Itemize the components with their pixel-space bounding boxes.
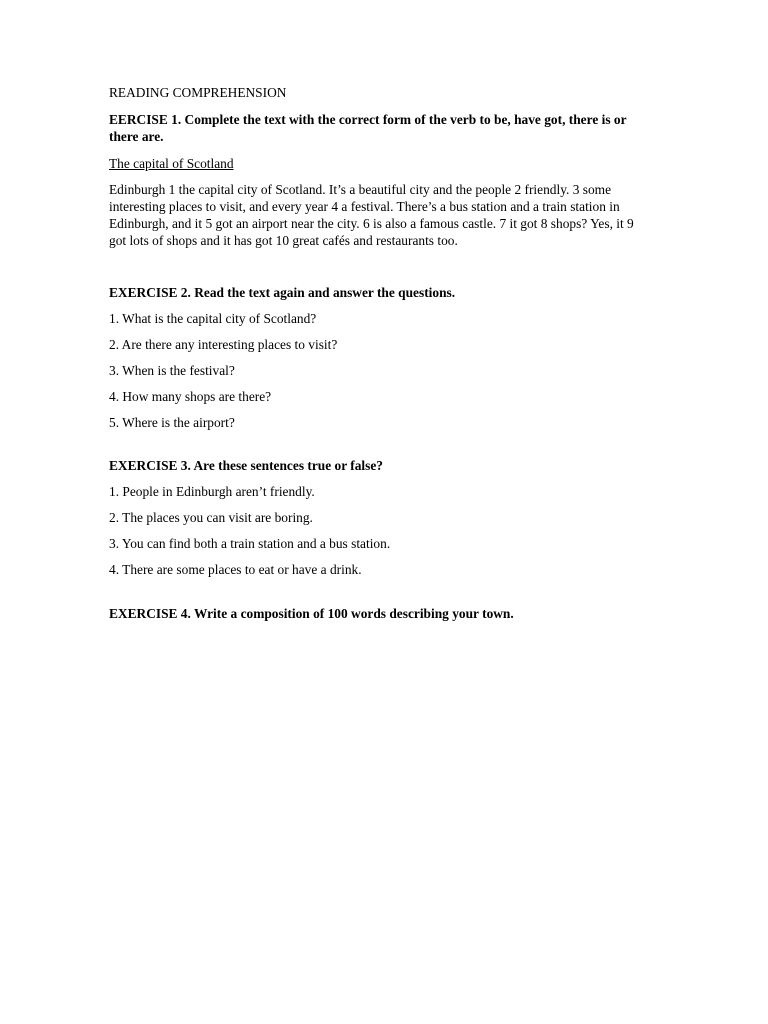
sentence-item: 4. There are some places to eat or have a drink. xyxy=(109,562,362,577)
question-item: 2. Are there any interesting places to visit? xyxy=(109,337,338,352)
sentence-item: 3. You can find both a train station and a bus station. xyxy=(109,536,391,551)
reading-text-paragraph: Edinburgh 1 the capital city of Scotland. It’s a beautiful city and the people 2 friendly. 3 some interesting places to visit, and every year 4 a festival. There’s a bus station and a train station in Edinburgh, and it 5 got an airport near the city. 6 is also a famous castle. 7 it got 8 shops? Yes, it 9 got lots of shops and it has got 10 great cafés and restaurants too. xyxy=(109,182,634,248)
reading-text-title: The capital of Scotland xyxy=(109,156,234,171)
sentence-item: 2. The places you can visit are boring. xyxy=(109,510,313,525)
question-item: 1. What is the capital city of Scotland? xyxy=(109,311,317,326)
question-item: 4. How many shops are there? xyxy=(109,389,272,404)
exercise-2-heading: EXERCISE 2. Read the text again and answer the questions. xyxy=(109,285,456,300)
exercise-3-sentence-list xyxy=(109,483,649,578)
question-item: 5. Where is the airport? xyxy=(109,415,235,430)
exercise-2-question-list xyxy=(109,310,649,431)
sentence-item: 1. People in Edinburgh aren’t friendly. xyxy=(109,484,315,499)
exercise-4-heading: EXERCISE 4. Write a composition of 100 words describing your town. xyxy=(109,606,514,621)
exercise-3-heading: EXERCISE 3. Are these sentences true or false? xyxy=(109,458,383,473)
question-item: 3. When is the festival? xyxy=(109,363,235,378)
document-content xyxy=(109,84,649,622)
exercise-1-heading: EERCISE 1. Complete the text with the correct form of the verb to be, have got, there is or there are. xyxy=(109,112,627,144)
document-title: READING COMPREHENSION xyxy=(109,85,287,100)
